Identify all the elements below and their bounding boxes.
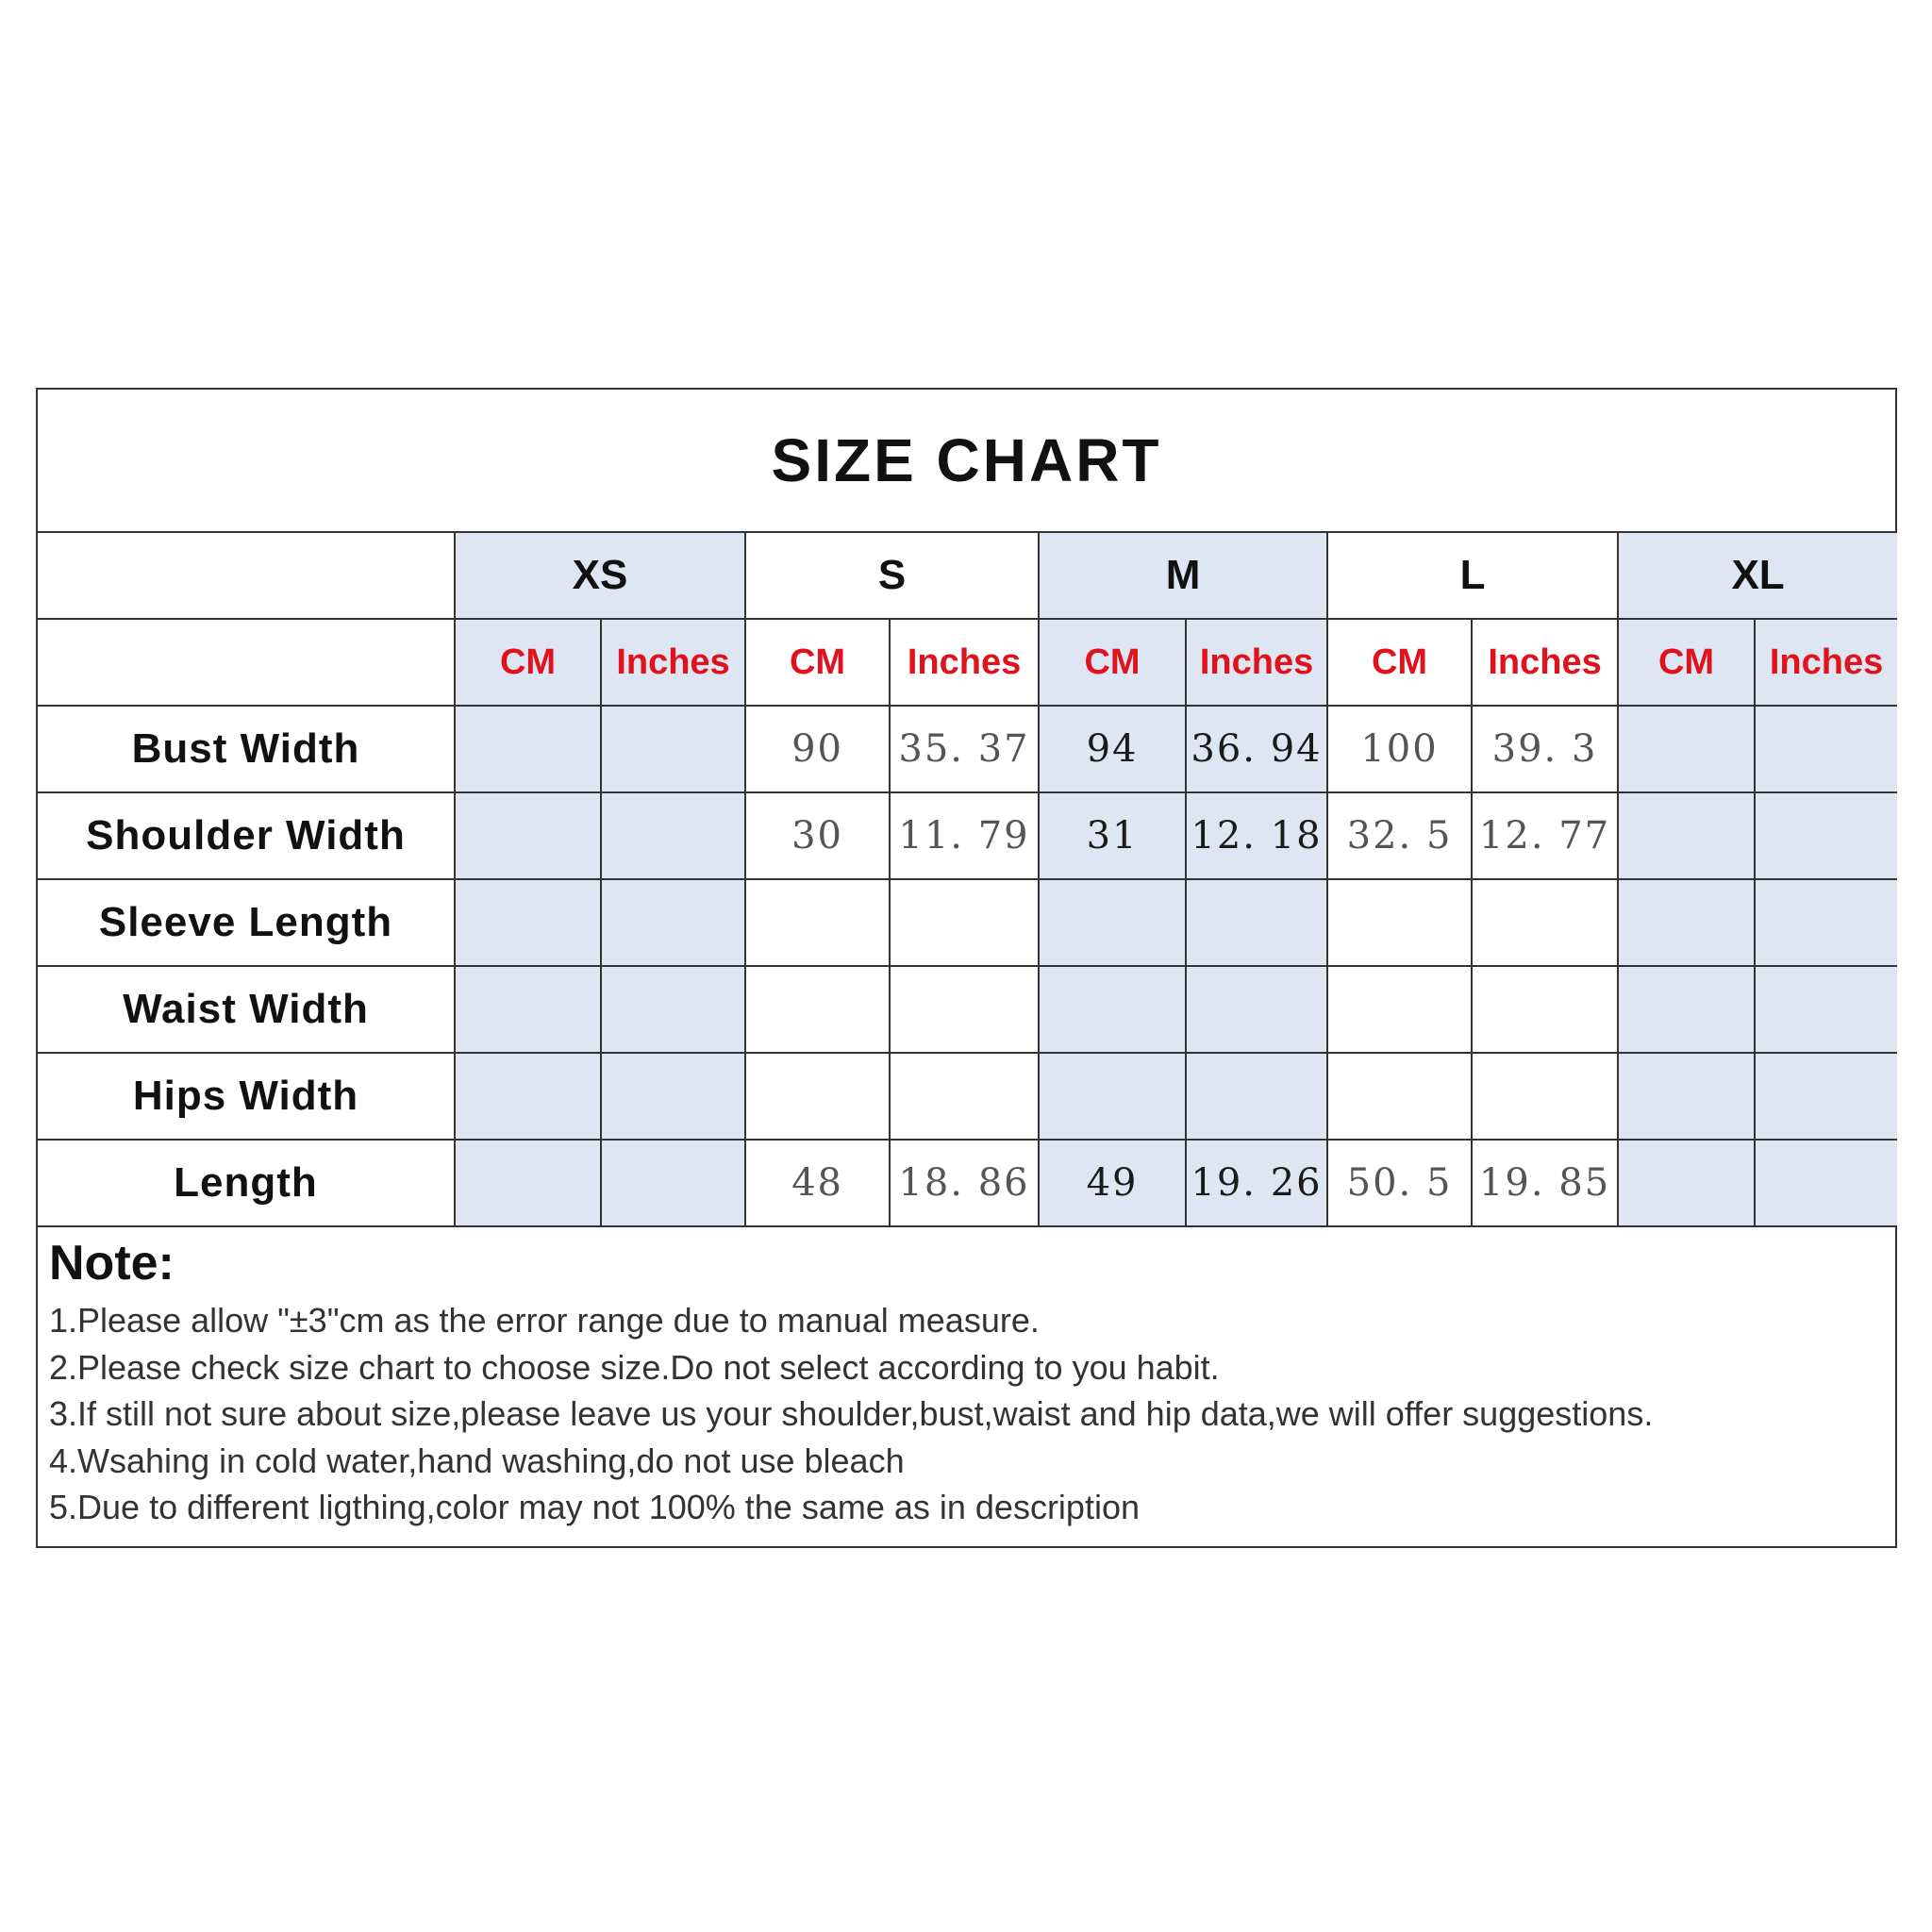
measurement-cell — [601, 1053, 745, 1140]
unit-header-cm: CM — [1039, 619, 1186, 706]
unit-header-cm: CM — [455, 619, 601, 706]
measurement-cell — [1618, 966, 1755, 1053]
unit-header-inches: Inches — [1755, 619, 1897, 706]
measurement-cell — [1039, 966, 1186, 1053]
measurement-label: Shoulder Width — [38, 792, 455, 879]
measurement-cell: 94 — [1039, 706, 1186, 792]
measurement-cell: 35. 37 — [890, 706, 1039, 792]
measurement-cell — [1186, 879, 1327, 966]
note-line: 3.If still not sure about size,please leave us your shoulder,bust,waist and hip data,we will offer suggestions. — [49, 1394, 1654, 1433]
note-line: 4.Wsahing in cold water,hand washing,do not use bleach — [49, 1441, 905, 1480]
measurement-cell — [1755, 966, 1897, 1053]
measurement-cell — [1472, 879, 1618, 966]
measurement-cell — [601, 792, 745, 879]
measurement-cell — [455, 1140, 601, 1226]
measurement-label: Length — [38, 1140, 455, 1226]
measurement-row — [38, 966, 1897, 1053]
measurement-row — [38, 792, 1897, 879]
measurement-cell: 100 — [1327, 706, 1472, 792]
notes-section — [38, 1227, 1895, 1531]
measurement-cell — [745, 966, 890, 1053]
measurement-cell: 18. 86 — [890, 1140, 1039, 1226]
unit-corner — [38, 619, 455, 706]
note-line: 1.Please allow "±3"cm as the error range due to manual measure. — [49, 1301, 1040, 1340]
measurement-label: Bust Width — [38, 706, 455, 792]
measurement-cell: 31 — [1039, 792, 1186, 879]
size-table — [38, 533, 1897, 1227]
measurement-label: Hips Width — [38, 1053, 455, 1140]
measurement-cell — [1327, 1053, 1472, 1140]
measurement-cell — [601, 879, 745, 966]
header-corner — [38, 533, 455, 619]
measurement-cell: 19. 26 — [1186, 1140, 1327, 1226]
unit-header-cm: CM — [1618, 619, 1755, 706]
measurement-cell: 50. 5 — [1327, 1140, 1472, 1226]
unit-header-cm: CM — [1327, 619, 1472, 706]
measurement-cell — [1039, 879, 1186, 966]
measurement-row — [38, 1140, 1897, 1226]
unit-header-inches: Inches — [890, 619, 1039, 706]
measurement-cell — [455, 1053, 601, 1140]
measurement-cell — [1755, 1140, 1897, 1226]
measurement-cell — [1755, 792, 1897, 879]
measurement-cell — [1186, 1053, 1327, 1140]
note-line: 2.Please check size chart to choose size.Do not select according to you habit. — [49, 1347, 1220, 1387]
measurement-cell — [1618, 1140, 1755, 1226]
measurement-row — [38, 879, 1897, 966]
measurement-cell — [1327, 879, 1472, 966]
size-header-xl: XL — [1618, 533, 1897, 619]
size-header-s: S — [745, 533, 1039, 619]
measurement-row — [38, 706, 1897, 792]
measurement-cell — [1039, 1053, 1186, 1140]
measurement-cell — [455, 966, 601, 1053]
measurement-cell — [1186, 966, 1327, 1053]
measurement-cell — [1618, 792, 1755, 879]
measurement-cell — [1618, 706, 1755, 792]
unit-header-inches: Inches — [1472, 619, 1618, 706]
size-header-l: L — [1327, 533, 1618, 619]
measurement-cell — [1327, 966, 1472, 1053]
measurement-cell — [1618, 879, 1755, 966]
measurement-cell — [1472, 1053, 1618, 1140]
unit-header-inches: Inches — [601, 619, 745, 706]
measurement-cell — [1618, 1053, 1755, 1140]
measurement-label: Waist Width — [38, 966, 455, 1053]
measurement-row — [38, 1053, 1897, 1140]
measurement-cell — [455, 792, 601, 879]
measurement-cell: 48 — [745, 1140, 890, 1226]
measurement-cell — [890, 966, 1039, 1053]
unit-header-cm: CM — [745, 619, 890, 706]
measurement-cell: 12. 77 — [1472, 792, 1618, 879]
measurement-cell — [455, 879, 601, 966]
measurement-cell: 12. 18 — [1186, 792, 1327, 879]
unit-header-row — [38, 619, 1897, 706]
measurement-cell: 90 — [745, 706, 890, 792]
measurement-cell: 36. 94 — [1186, 706, 1327, 792]
measurement-cell: 11. 79 — [890, 792, 1039, 879]
title-row — [38, 390, 1895, 533]
measurement-cell — [1755, 879, 1897, 966]
measurement-cell: 39. 3 — [1472, 706, 1618, 792]
measurement-cell — [745, 1053, 890, 1140]
measurement-label: Sleeve Length — [38, 879, 455, 966]
measurement-cell: 30 — [745, 792, 890, 879]
note-title: Note: — [49, 1236, 175, 1291]
measurement-cell — [1472, 966, 1618, 1053]
size-table-body — [38, 533, 1897, 1226]
measurement-cell: 49 — [1039, 1140, 1186, 1226]
size-header-row — [38, 533, 1897, 619]
measurement-cell — [601, 706, 745, 792]
chart-title: SIZE CHART — [771, 426, 1162, 494]
measurement-cell — [1755, 706, 1897, 792]
size-chart — [36, 388, 1897, 1548]
measurement-cell — [601, 966, 745, 1053]
measurement-cell: 19. 85 — [1472, 1140, 1618, 1226]
measurement-cell — [745, 879, 890, 966]
measurement-cell — [890, 1053, 1039, 1140]
size-header-m: M — [1039, 533, 1327, 619]
measurement-cell — [455, 706, 601, 792]
measurement-cell: 32. 5 — [1327, 792, 1472, 879]
note-line: 5.Due to different ligthing,color may not 100% the same as in description — [49, 1488, 1140, 1526]
size-header-xs: XS — [455, 533, 745, 619]
measurement-cell — [1755, 1053, 1897, 1140]
measurement-cell — [890, 879, 1039, 966]
measurement-cell — [601, 1140, 745, 1226]
unit-header-inches: Inches — [1186, 619, 1327, 706]
